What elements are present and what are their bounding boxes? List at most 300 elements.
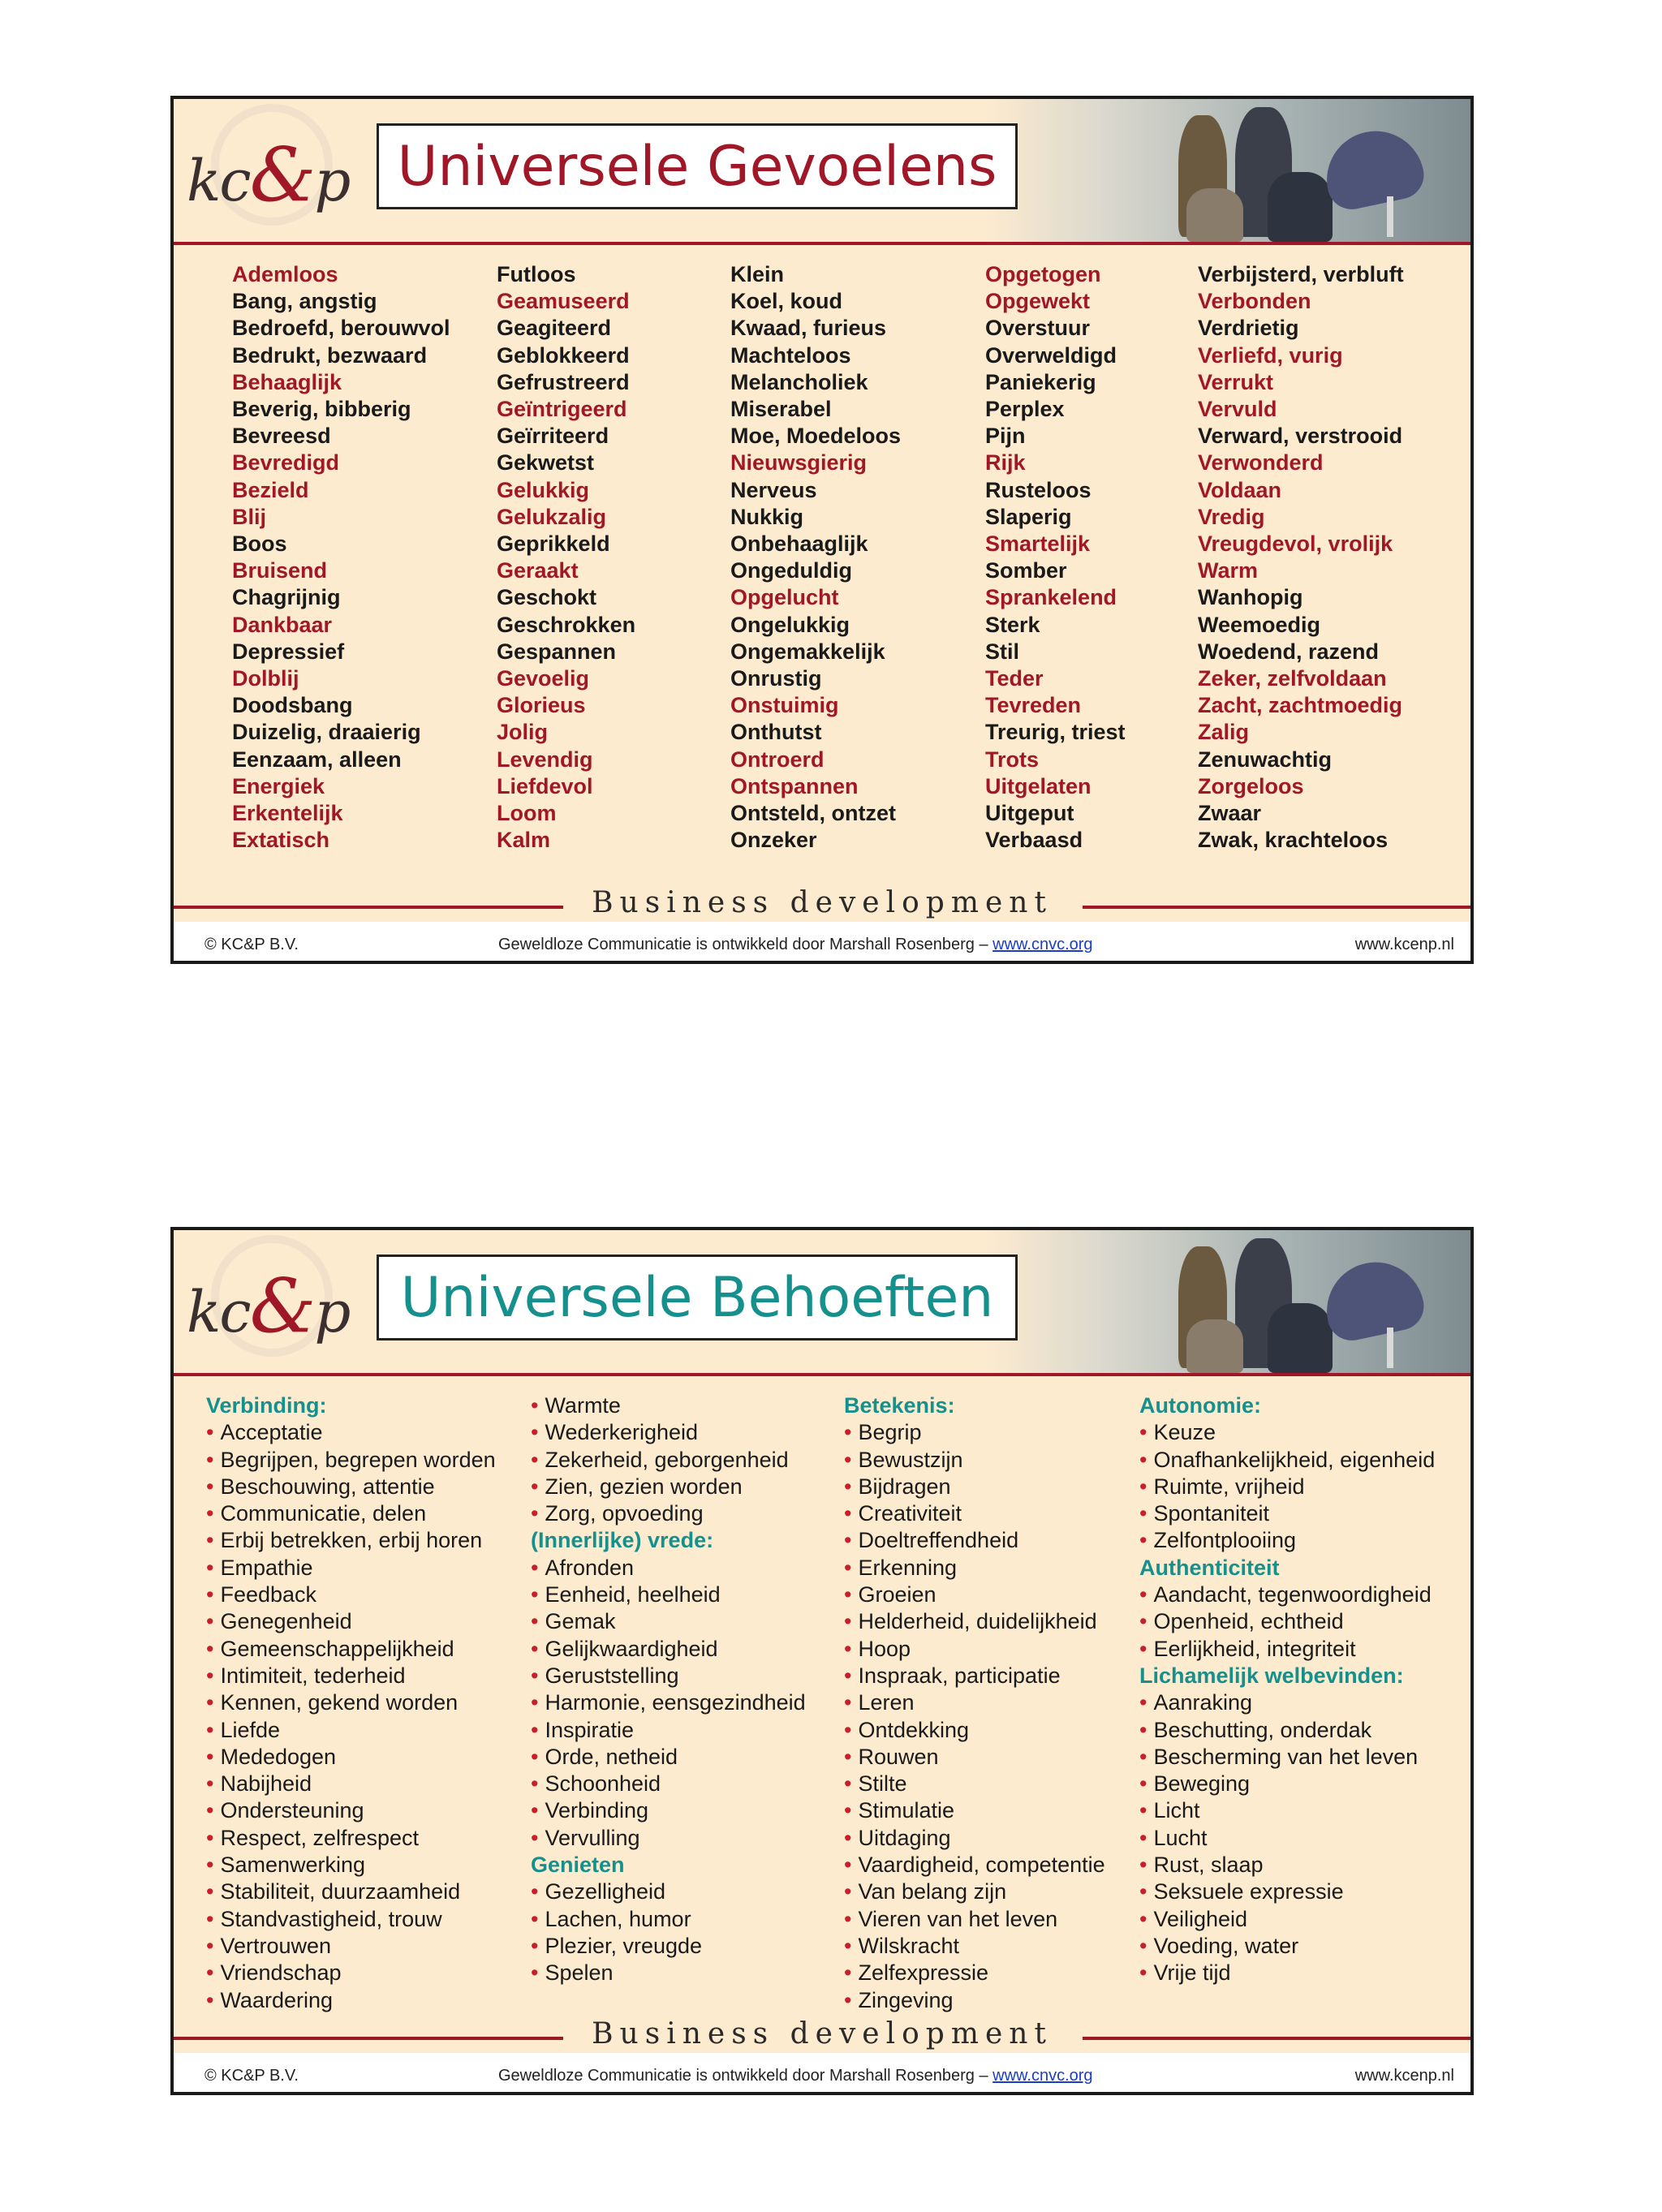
feeling-word: Somber [985, 558, 1067, 583]
bullet-icon: • [531, 1474, 539, 1499]
feeling-word: Woedend, razend [1198, 639, 1380, 664]
bullet-icon: • [1139, 1960, 1147, 1986]
bullet-icon: • [531, 1879, 539, 1904]
need-label: Bijdragen [858, 1474, 951, 1499]
bullet-icon: • [206, 1853, 214, 1878]
need-label: Groeien [858, 1582, 936, 1607]
website: www.kcenp.nl [1354, 2067, 1454, 2085]
bullet-icon: • [844, 1771, 852, 1797]
cnvc-link[interactable]: www.cnvc.org [992, 936, 1093, 953]
bullet-icon: • [206, 1663, 214, 1688]
feeling-word: Zwak, krachteloos [1198, 828, 1389, 853]
bullet-icon: • [1139, 1609, 1147, 1634]
bullet-icon: • [844, 1960, 852, 1986]
feeling-word: Bang, angstig [232, 289, 377, 314]
need-item [206, 1960, 496, 1986]
feeling-word: Nieuwsgierig [730, 450, 868, 476]
feeling-word: Paniekerig [985, 369, 1096, 394]
need-item [1139, 1878, 1435, 1905]
need-item [531, 1906, 806, 1933]
need-label: Zekerheid, geborgenheid [545, 1447, 789, 1472]
bullet-icon: • [206, 1501, 214, 1526]
need-label: Stimulatie [858, 1798, 954, 1823]
need-label: Rust, slaap [1153, 1853, 1264, 1878]
tagline: Business development [592, 2017, 1053, 2051]
feeling-word: Stil [985, 639, 1020, 664]
feeling-word: Bedrukt, bezwaard [232, 342, 428, 368]
feeling-word: Verdrietig [1198, 316, 1299, 341]
feeling-word: Slaperig [985, 504, 1072, 529]
need-label: Stilte [858, 1771, 907, 1797]
need-item [531, 1474, 806, 1500]
feeling-word: Ontspannen [730, 773, 859, 798]
bullet-icon: • [1139, 1853, 1147, 1878]
feeling-word: Erkentelijk [232, 801, 343, 826]
needs-column-3 [844, 1392, 1105, 2014]
need-label: Kennen, gekend worden [220, 1690, 459, 1715]
bullet-icon: • [206, 1582, 214, 1607]
feeling-word: Bedroefd, berouwvol [232, 316, 450, 341]
feeling-word: Kwaad, furieus [730, 316, 887, 341]
need-item [531, 1825, 806, 1852]
bullet-icon: • [1139, 1825, 1147, 1850]
need-label: Schoonheid [545, 1771, 661, 1797]
credit: Geweldloze Communicatie is ontwikkeld door Marshall Rosenberg – www.cnvc.org [498, 936, 1093, 953]
feeling-word: Dankbaar [232, 612, 333, 637]
need-item [206, 1717, 496, 1744]
feeling-word: Geïrriteerd [497, 424, 609, 449]
bullet-icon: • [531, 1906, 539, 1931]
need-item [206, 1744, 496, 1771]
need-label: Gezelligheid [545, 1879, 666, 1904]
need-label: Aanraking [1153, 1690, 1253, 1715]
need-item [844, 1744, 1105, 1771]
bullet-icon: • [531, 1690, 539, 1715]
bullet-icon: • [206, 1555, 214, 1580]
bullet-icon: • [844, 1987, 852, 2012]
feeling-word: Warm [1198, 558, 1259, 583]
feeling-word: Opgewekt [985, 289, 1091, 314]
feeling-word: Liefdevol [497, 773, 593, 798]
need-item [531, 1447, 806, 1474]
copyright: © KC&P B.V. [205, 936, 299, 953]
feeling-word: Onrustig [730, 666, 822, 691]
feeling-word: Verrukt [1198, 369, 1274, 394]
need-item [844, 1582, 1105, 1608]
bullet-icon: • [1139, 1717, 1147, 1742]
feeling-word: Glorieus [497, 693, 586, 718]
feeling-word: Dolblij [232, 666, 299, 691]
need-item [531, 1878, 806, 1905]
bullet-icon: • [1139, 1474, 1147, 1499]
feeling-word: Onbehaaglijk [730, 531, 868, 557]
bullet-icon: • [844, 1636, 852, 1661]
feeling-word: Doodsbang [232, 693, 353, 718]
need-item [206, 1447, 496, 1474]
bullet-icon: • [206, 1906, 214, 1931]
need-item [531, 1555, 806, 1582]
need-label: Zien, gezien worden [545, 1474, 743, 1499]
need-item [1139, 1933, 1435, 1960]
slide-universele-behoeften [170, 1227, 1474, 2095]
need-label: Van belang zijn [858, 1879, 1007, 1904]
need-label: Zingeving [858, 1987, 954, 2012]
need-label: Standvastigheid, trouw [220, 1906, 442, 1931]
bullet-icon: • [206, 1447, 214, 1472]
slide-footer [174, 922, 1470, 961]
need-label: Leren [858, 1690, 915, 1715]
need-label: Geruststelling [545, 1663, 679, 1688]
needs-category-heading: Verbinding: [206, 1393, 327, 1418]
cnvc-link[interactable]: www.cnvc.org [992, 2067, 1093, 2085]
need-label: Veiligheid [1153, 1906, 1248, 1931]
need-label: Samenwerking [220, 1853, 366, 1878]
feeling-word: Gekwetst [497, 450, 595, 476]
need-label: Intimiteit, tederheid [220, 1663, 406, 1688]
feeling-word: Duizelig, draaierig [232, 720, 421, 745]
bullet-icon: • [206, 1717, 214, 1742]
need-label: Genegenheid [220, 1609, 352, 1634]
need-item [206, 1797, 496, 1824]
bullet-icon: • [1139, 1420, 1147, 1445]
need-item [1139, 1717, 1435, 1744]
feeling-word: Onstuimig [730, 693, 839, 718]
bullet-icon: • [206, 1474, 214, 1499]
feeling-word: Vredig [1198, 504, 1265, 529]
needs-category-heading: Authenticiteit [1139, 1555, 1280, 1580]
bullet-icon: • [1139, 1906, 1147, 1931]
bullet-icon: • [1139, 1636, 1147, 1661]
needs-category-heading: Betekenis: [844, 1393, 955, 1418]
website: www.kcenp.nl [1354, 936, 1454, 953]
feeling-word: Zacht, zachtmoedig [1198, 693, 1403, 718]
need-item [844, 1878, 1105, 1905]
need-item [1139, 1419, 1435, 1446]
bullet-icon: • [1139, 1447, 1147, 1472]
feeling-word: Verbonden [1198, 289, 1311, 314]
need-item [531, 1636, 806, 1663]
need-item [844, 1960, 1105, 1986]
feeling-word: Smartelijk [985, 531, 1091, 557]
business-meeting-photo [984, 99, 1470, 242]
bullet-icon: • [844, 1474, 852, 1499]
feeling-word: Voldaan [1198, 477, 1282, 502]
need-label: Begrip [858, 1420, 922, 1445]
need-item [1139, 1771, 1435, 1797]
feeling-word: Zwaar [1198, 801, 1262, 826]
bullet-icon: • [844, 1447, 852, 1472]
need-item [844, 1447, 1105, 1474]
feeling-word: Ongeduldig [730, 558, 852, 583]
bullet-icon: • [531, 1933, 539, 1958]
need-item [206, 1825, 496, 1852]
feeling-word: Koel, koud [730, 289, 843, 314]
feeling-word: Verbijsterd, verbluft [1198, 262, 1404, 286]
need-label: Orde, netheid [545, 1744, 678, 1769]
feelings-column-2 [497, 261, 635, 854]
feeling-word: Tevreden [985, 693, 1082, 718]
feeling-word: Kalm [497, 828, 551, 853]
bullet-icon: • [844, 1528, 852, 1553]
feeling-word: Verward, verstrooid [1198, 424, 1403, 449]
feeling-word: Geschrokken [497, 612, 636, 637]
bullet-icon: • [206, 1771, 214, 1797]
need-item [1139, 1906, 1435, 1933]
need-label: Spelen [545, 1960, 614, 1986]
bullet-icon: • [206, 1798, 214, 1823]
kcp-logo: kc&p [187, 104, 341, 234]
header-divider [174, 242, 1470, 245]
need-label: Eenheid, heelheid [545, 1582, 721, 1607]
feeling-word: Ontsteld, ontzet [730, 801, 896, 826]
feeling-word: Treurig, triest [985, 720, 1126, 745]
need-label: Nabijheid [220, 1771, 312, 1797]
bullet-icon: • [531, 1960, 539, 1986]
feeling-word: Zeker, zelfvoldaan [1198, 666, 1387, 691]
need-item [1139, 1689, 1435, 1716]
feeling-word: Geagiteerd [497, 316, 612, 341]
feeling-word: Extatisch [232, 828, 330, 853]
feeling-word: Ademloos [232, 262, 338, 286]
need-label: Acceptatie [220, 1420, 323, 1445]
need-item [206, 1663, 496, 1689]
bullet-icon: • [844, 1933, 852, 1958]
feeling-word: Levendig [497, 747, 593, 772]
bullet-icon: • [206, 1744, 214, 1769]
need-item [844, 1906, 1105, 1933]
bullet-icon: • [206, 1879, 214, 1904]
feeling-word: Wanhopig [1198, 585, 1303, 610]
feeling-word: Verbaasd [985, 828, 1083, 853]
need-label: Lachen, humor [545, 1906, 691, 1931]
bullet-icon: • [844, 1420, 852, 1445]
need-item [531, 1744, 806, 1771]
need-label: Onafhankelijkheid, eigenheid [1153, 1447, 1436, 1472]
need-item [531, 1419, 806, 1446]
need-label: Gemeenschappelijkheid [220, 1636, 454, 1661]
bullet-icon: • [206, 1609, 214, 1634]
business-meeting-photo [984, 1230, 1470, 1373]
need-item [1139, 1527, 1435, 1554]
need-label: Verbinding [545, 1798, 649, 1823]
need-item [206, 1555, 496, 1582]
bullet-icon: • [1139, 1879, 1147, 1904]
need-label: Harmonie, eensgezindheid [545, 1690, 806, 1715]
need-label: Feedback [220, 1582, 317, 1607]
need-item [1139, 1797, 1435, 1824]
feeling-word: Geblokkeerd [497, 342, 630, 368]
need-item [844, 1636, 1105, 1663]
need-item [844, 1717, 1105, 1744]
need-label: Creativiteit [858, 1501, 962, 1526]
need-item [1139, 1825, 1435, 1852]
bullet-icon: • [844, 1879, 852, 1904]
feeling-word: Sterk [985, 612, 1040, 637]
need-item [531, 1392, 806, 1419]
need-item [844, 1771, 1105, 1797]
feeling-word: Blij [232, 504, 267, 529]
need-label: Respect, zelfrespect [220, 1825, 420, 1850]
need-label: Mededogen [220, 1744, 337, 1769]
need-label: Seksuele expressie [1153, 1879, 1344, 1904]
need-label: Stabiliteit, duurzaamheid [220, 1879, 461, 1904]
need-label: Helderheid, duidelijkheid [858, 1609, 1097, 1634]
need-item [531, 1500, 806, 1527]
bullet-icon: • [206, 1420, 214, 1445]
feeling-word: Onthutst [730, 720, 822, 745]
need-item [1139, 1852, 1435, 1878]
need-label: Warmte [545, 1393, 621, 1418]
feeling-word: Vervuld [1198, 397, 1277, 422]
bullet-icon: • [1139, 1501, 1147, 1526]
slide-footer [174, 2053, 1470, 2092]
bullet-icon: • [531, 1447, 539, 1472]
bullet-icon: • [531, 1825, 539, 1850]
need-item [206, 1608, 496, 1635]
feeling-word: Geïntrigeerd [497, 397, 627, 422]
feeling-word: Geprikkeld [497, 531, 610, 557]
need-label: Vervulling [545, 1825, 640, 1850]
feeling-word: Energiek [232, 773, 325, 798]
bullet-icon: • [844, 1690, 852, 1715]
feeling-word: Jolig [497, 720, 549, 745]
feeling-word: Gelukkig [497, 477, 590, 502]
slide-header [174, 99, 1470, 242]
need-item [844, 1527, 1105, 1554]
bullet-icon: • [1139, 1744, 1147, 1769]
feeling-word: Overstuur [985, 316, 1091, 341]
feeling-word: Behaaglijk [232, 369, 342, 394]
need-item [531, 1689, 806, 1716]
bullet-icon: • [844, 1555, 852, 1580]
feeling-word: Gespannen [497, 639, 617, 664]
feeling-word: Melancholiek [730, 369, 868, 394]
kcp-logo: kc&p [187, 1235, 341, 1365]
bullet-icon: • [1139, 1582, 1147, 1607]
need-item [1139, 1636, 1435, 1663]
need-label: Bescherming van het leven [1153, 1744, 1419, 1769]
slide-header [174, 1230, 1470, 1373]
slide-title: Universele Behoeften [377, 1254, 1018, 1341]
bullet-icon: • [531, 1501, 539, 1526]
need-label: Erbij betrekken, erbij horen [220, 1528, 483, 1553]
need-label: Vrije tijd [1153, 1960, 1231, 1986]
bullet-icon: • [206, 1960, 214, 1986]
feeling-word: Boos [232, 531, 287, 557]
bullet-icon: • [531, 1744, 539, 1769]
need-label: Liefde [220, 1717, 281, 1742]
bullet-icon: • [844, 1582, 852, 1607]
need-item [844, 1663, 1105, 1689]
feeling-word: Uitgeput [985, 801, 1074, 826]
need-item [1139, 1474, 1435, 1500]
feeling-word: Klein [730, 262, 785, 286]
feeling-word: Ontroerd [730, 747, 825, 772]
bullet-icon: • [1139, 1933, 1147, 1958]
need-label: Vieren van het leven [858, 1906, 1058, 1931]
need-item [206, 1906, 496, 1933]
feeling-word: Weemoedig [1198, 612, 1321, 637]
need-item [206, 1500, 496, 1527]
need-item [206, 1771, 496, 1797]
need-label: Vertrouwen [220, 1933, 332, 1958]
need-item [844, 1474, 1105, 1500]
need-label: Erkenning [858, 1555, 958, 1580]
need-label: Plezier, vreugde [545, 1933, 703, 1958]
bullet-icon: • [531, 1798, 539, 1823]
feeling-word: Miserabel [730, 397, 832, 422]
bullet-icon: • [531, 1582, 539, 1607]
need-label: Spontaniteit [1153, 1501, 1270, 1526]
need-label: Voeding, water [1153, 1933, 1299, 1958]
feeling-word: Sprankelend [985, 585, 1117, 610]
need-label: Beschutting, onderdak [1153, 1717, 1372, 1742]
bullet-icon: • [844, 1853, 852, 1878]
need-label: Rouwen [858, 1744, 939, 1769]
bullet-icon: • [844, 1825, 852, 1850]
need-item [531, 1608, 806, 1635]
need-item [844, 1419, 1105, 1446]
need-item [1139, 1500, 1435, 1527]
header-divider [174, 1373, 1470, 1376]
need-item [531, 1797, 806, 1824]
feeling-word: Futloos [497, 262, 576, 286]
feeling-word: Zenuwachtig [1198, 747, 1333, 772]
needs-column-1 [206, 1392, 496, 2014]
need-item [844, 1852, 1105, 1878]
bullet-icon: • [1139, 1690, 1147, 1715]
bullet-icon: • [1139, 1771, 1147, 1797]
needs-column-4 [1139, 1392, 1435, 1987]
need-label: Aandacht, tegenwoordigheid [1153, 1582, 1432, 1607]
feeling-word: Rusteloos [985, 477, 1091, 502]
need-item [531, 1663, 806, 1689]
feeling-word: Overweldigd [985, 342, 1117, 368]
need-label: Gemak [545, 1609, 616, 1634]
bullet-icon: • [844, 1609, 852, 1634]
need-item [206, 1852, 496, 1878]
need-item [531, 1717, 806, 1744]
need-label: Begrijpen, begrepen worden [220, 1447, 496, 1472]
need-label: Zelfontplooiing [1153, 1528, 1297, 1553]
feeling-word: Vreugdevol, vrolijk [1198, 531, 1393, 557]
need-item [206, 1933, 496, 1960]
bullet-icon: • [844, 1663, 852, 1688]
feeling-word: Perplex [985, 397, 1065, 422]
need-label: Keuze [1153, 1420, 1216, 1445]
need-label: Zelfexpressie [858, 1960, 989, 1986]
bullet-icon: • [531, 1717, 539, 1742]
need-label: Ondersteuning [220, 1798, 364, 1823]
need-item [844, 1933, 1105, 1960]
need-label: Hoop [858, 1636, 911, 1661]
slide-universele-gevoelens [170, 96, 1474, 964]
need-item [844, 1797, 1105, 1824]
bullet-icon: • [844, 1798, 852, 1823]
need-label: Gelijkwaardigheid [545, 1636, 718, 1661]
feeling-word: Trots [985, 747, 1040, 772]
need-label: Openheid, echtheid [1153, 1609, 1344, 1634]
need-label: Zorg, opvoeding [545, 1501, 704, 1526]
need-item [844, 1689, 1105, 1716]
feeling-word: Bezield [232, 477, 309, 502]
feeling-word: Geschokt [497, 585, 597, 610]
need-item [206, 1689, 496, 1716]
bullet-icon: • [206, 1933, 214, 1958]
bullet-icon: • [206, 1636, 214, 1661]
need-label: Bewustzijn [858, 1447, 963, 1472]
need-item [844, 1500, 1105, 1527]
